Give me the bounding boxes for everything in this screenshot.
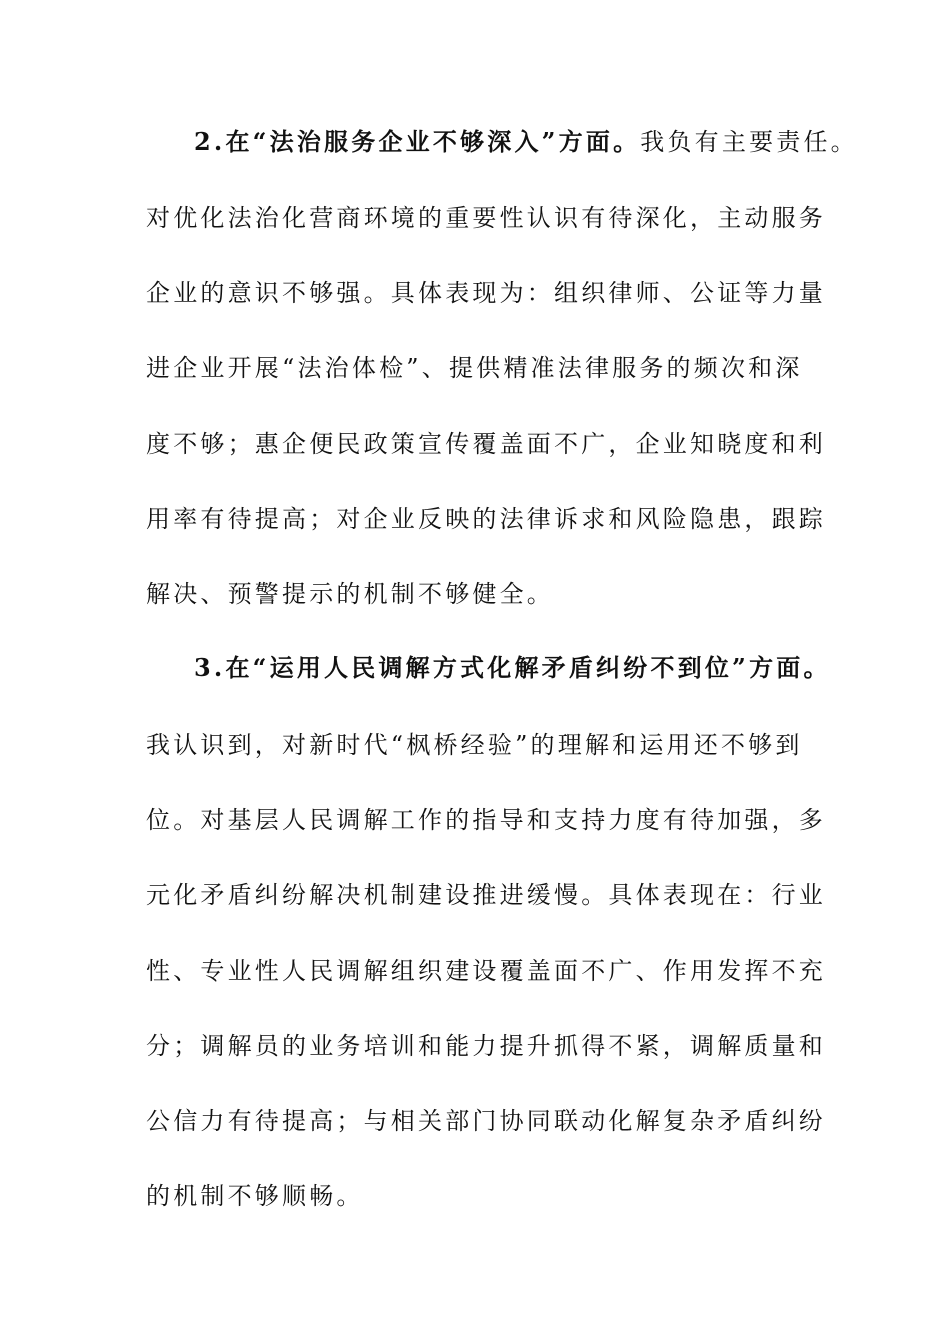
section-2-line-2: 对优化法治化营商环境的重要性认识有待深化，主动服务 [146, 204, 826, 232]
section-3-line-4: 性、专业性人民调解组织建设覆盖面不广、作用发挥不充 [146, 957, 826, 985]
section-2-text: 我负有主要责任。 [640, 128, 858, 156]
section-3-line-6: 公信力有待提高；与相关部门协同联动化解复杂矛盾纠纷 [146, 1107, 826, 1135]
section-3-first-line [194, 648, 831, 688]
section-3-heading: 3.在“运用人民调解方式化解矛盾纠纷不到位”方面。 [194, 653, 831, 682]
section-3-line-7: 的机制不够顺畅。 [146, 1182, 364, 1210]
section-2-line-3: 企业的意识不够强。具体表现为：组织律师、公证等力量 [146, 279, 826, 307]
section-2-heading: 2.在“法治服务企业不够深入”方面。 [194, 127, 641, 156]
section-2-first-line [194, 122, 858, 162]
section-2-line-5: 度不够；惠企便民政策宣传覆盖面不广，企业知晓度和利 [146, 430, 826, 458]
section-3-line-1: 我认识到，对新时代“枫桥经验”的理解和运用还不够到 [146, 731, 803, 759]
section-2-line-7: 解决、预警提示的机制不够健全。 [146, 580, 554, 608]
section-3-line-2: 位。对基层人民调解工作的指导和支持力度有待加强，多 [146, 806, 826, 834]
section-3-line-3: 元化矛盾纠纷解决机制建设推进缓慢。具体表现在：行业 [146, 881, 826, 909]
section-3-line-5: 分；调解员的业务培训和能力提升抓得不紧，调解质量和 [146, 1032, 826, 1060]
section-2-line-4: 进企业开展“法治体检”、提供精准法律服务的频次和深 [146, 354, 803, 382]
section-2-line-6: 用率有待提高；对企业反映的法律诉求和风险隐患，跟踪 [146, 505, 826, 533]
